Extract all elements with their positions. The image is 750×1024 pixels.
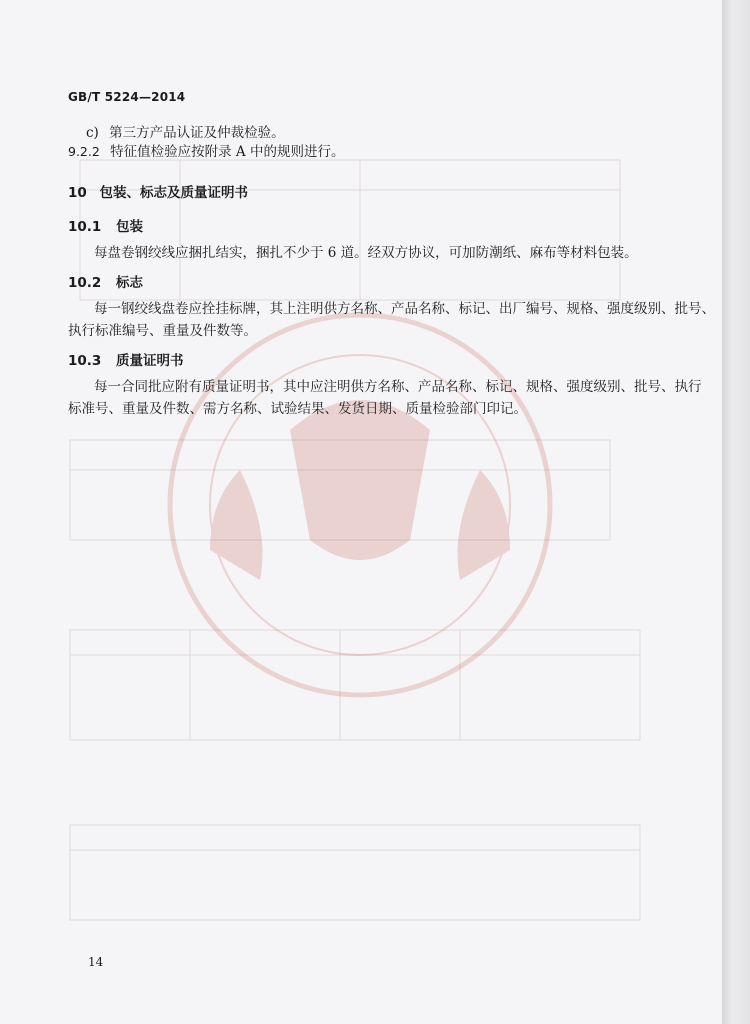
subsection-title: 标志 — [116, 275, 144, 291]
certificate-paragraph-line-1: 每一合同批应附有质量证明书，其中应注明供方名称、产品名称、标记、规格、强度级别、批号、执行 — [94, 379, 702, 395]
section-number: 10 — [68, 185, 87, 201]
section-heading-10 — [68, 184, 248, 202]
clause-number: 9.2.2 — [68, 144, 100, 159]
bleed-through-watermark — [60, 110, 660, 970]
clause-9-2-2 — [68, 143, 344, 161]
packaging-paragraph: 每盘卷钢绞线应捆扎结实，捆扎不少于 6 道。经双方协议，可加防潮纸、麻布等材料包装。 — [94, 245, 638, 261]
page-edge-shadow — [722, 0, 750, 1024]
subsection-number: 10.1 — [68, 219, 102, 235]
subsection-heading-10-2 — [68, 274, 143, 292]
item-c-text: 第三方产品认证及仲裁检验。 — [109, 125, 285, 141]
item-c-label: c) — [86, 125, 99, 141]
subsection-number: 10.2 — [68, 275, 102, 291]
certificate-paragraph-line-2: 标准号、重量及件数、需方名称、试验结果、发货日期、质量检验部门印记。 — [68, 401, 527, 417]
clause-text: 特征值检验应按附录 A 中的规则进行。 — [110, 144, 345, 160]
subsection-title: 质量证明书 — [116, 353, 184, 369]
subsection-heading-10-1 — [68, 218, 143, 236]
marking-paragraph-line-1: 每一钢绞线盘卷应拴挂标牌，其上注明供方名称、产品名称、标记、出厂编号、规格、强度级别、批号、 — [94, 301, 715, 317]
subsection-number: 10.3 — [68, 353, 102, 369]
section-title: 包装、标志及质量证明书 — [99, 185, 248, 201]
subsection-heading-10-3 — [68, 352, 184, 370]
marking-paragraph-line-2: 执行标准编号、重量及件数等。 — [68, 323, 257, 339]
page-number: 14 — [88, 955, 104, 969]
item-c — [86, 124, 285, 142]
subsection-title: 包装 — [116, 219, 144, 235]
standard-code-header: GB/T 5224—2014 — [68, 90, 186, 104]
